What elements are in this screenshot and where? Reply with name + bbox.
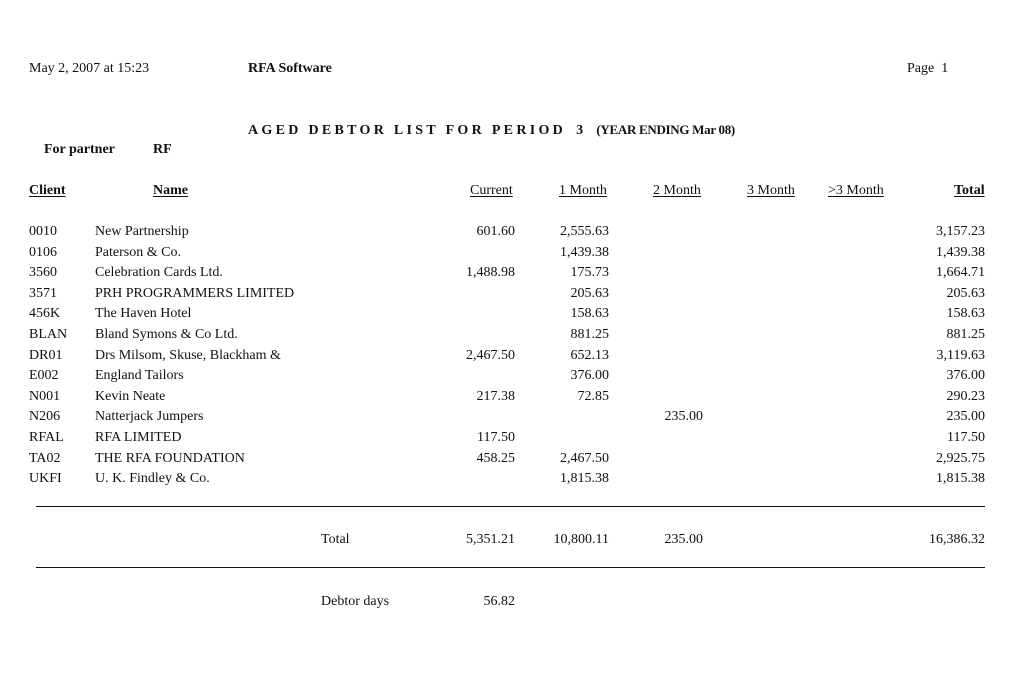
report-title: AGED DEBTOR LIST FOR PERIOD bbox=[248, 123, 567, 138]
cell-total: 235.00 bbox=[946, 409, 985, 425]
cell-total: 1,815.38 bbox=[936, 471, 985, 487]
report-datetime: May 2, 2007 at 15:23 bbox=[29, 61, 150, 76]
cell-client: 3571 bbox=[29, 285, 57, 301]
totals-label: Total bbox=[321, 532, 350, 547]
report-year-ending: (YEAR ENDING Mar 08) bbox=[596, 122, 735, 137]
cell-total: 290.23 bbox=[946, 388, 985, 404]
cell-total: 205.63 bbox=[946, 285, 985, 301]
report-title-line bbox=[248, 121, 735, 139]
cell-client: TA02 bbox=[29, 450, 61, 466]
col-header-1-month: 1 Month bbox=[559, 183, 607, 198]
cell-name: New Partnership bbox=[95, 224, 189, 239]
cell-current: 458.25 bbox=[476, 450, 515, 466]
cell-client: BLAN bbox=[29, 327, 68, 342]
cell-client: N206 bbox=[29, 409, 61, 425]
cell-total: 3,157.23 bbox=[936, 224, 985, 239]
cell-1-month: 158.63 bbox=[570, 306, 609, 322]
cell-1-month: 881.25 bbox=[570, 327, 609, 342]
cell-client: 0106 bbox=[29, 244, 57, 260]
cell-1-month: 205.63 bbox=[570, 285, 609, 301]
cell-client: E002 bbox=[29, 368, 59, 384]
cell-1-month: 376.00 bbox=[570, 368, 609, 384]
totals-1-month: 10,800.11 bbox=[553, 532, 609, 547]
cell-1-month: 175.73 bbox=[570, 265, 609, 281]
debtor-days-value: 56.82 bbox=[483, 594, 515, 609]
cell-name: U. K. Findley & Co. bbox=[95, 471, 210, 487]
cell-name: Kevin Neate bbox=[95, 388, 166, 404]
cell-client: UKFI bbox=[29, 471, 62, 487]
cell-name: Celebration Cards Ltd. bbox=[95, 265, 223, 281]
col-header-total: Total bbox=[954, 183, 985, 198]
cell-name: Paterson & Co. bbox=[95, 244, 181, 260]
totals-current: 5,351.21 bbox=[466, 532, 515, 547]
cell-total: 2,925.75 bbox=[936, 450, 985, 466]
page-label: Page bbox=[907, 61, 935, 76]
col-header-2-month: 2 Month bbox=[653, 183, 701, 198]
cell-1-month: 1,439.38 bbox=[560, 244, 609, 260]
cell-total: 117.50 bbox=[947, 430, 985, 445]
cell-1-month: 2,555.63 bbox=[560, 224, 609, 239]
cell-name: Natterjack Jumpers bbox=[95, 409, 204, 425]
totals-top-rule bbox=[36, 506, 985, 507]
cell-1-month: 652.13 bbox=[570, 347, 609, 363]
cell-name: England Tailors bbox=[95, 368, 184, 384]
cell-current: 217.38 bbox=[476, 388, 515, 404]
cell-name: PRH PROGRAMMERS LIMITED bbox=[95, 285, 295, 301]
cell-total: 376.00 bbox=[946, 368, 985, 384]
col-header-name: Name bbox=[153, 183, 188, 198]
cell-current: 601.60 bbox=[476, 224, 515, 239]
cell-client: DR01 bbox=[29, 347, 63, 363]
col-header-client: Client bbox=[29, 183, 66, 198]
cell-name: Bland Symons & Co Ltd. bbox=[95, 327, 238, 342]
report-period: 3 bbox=[576, 123, 587, 138]
partner-label: For partner bbox=[44, 142, 115, 157]
cell-1-month: 72.85 bbox=[577, 388, 609, 404]
col-header-over-3-month: >3 Month bbox=[828, 183, 884, 198]
cell-name: THE RFA FOUNDATION bbox=[95, 450, 245, 466]
cell-client: 0010 bbox=[29, 224, 57, 239]
cell-1-month: 2,467.50 bbox=[560, 450, 609, 466]
cell-total: 158.63 bbox=[946, 306, 985, 322]
cell-name: RFA LIMITED bbox=[95, 430, 182, 445]
cell-client: RFAL bbox=[29, 430, 64, 445]
cell-client: N001 bbox=[29, 388, 61, 404]
col-header-3-month: 3 Month bbox=[747, 183, 795, 198]
partner-value: RF bbox=[153, 142, 172, 157]
page-indicator bbox=[907, 61, 948, 77]
cell-client: 456K bbox=[29, 306, 61, 322]
cell-name: The Haven Hotel bbox=[95, 306, 192, 322]
cell-name: Drs Milsom, Skuse, Blackham & bbox=[95, 347, 281, 363]
company-name: RFA Software bbox=[248, 61, 332, 76]
cell-total: 1,664.71 bbox=[936, 265, 985, 281]
totals-2-month: 235.00 bbox=[664, 532, 703, 547]
cell-total: 1,439.38 bbox=[936, 244, 985, 260]
page-number: 1 bbox=[941, 61, 949, 76]
totals-total: 16,386.32 bbox=[929, 532, 985, 547]
col-header-current: Current bbox=[470, 183, 513, 198]
cell-current: 117.50 bbox=[477, 430, 515, 445]
cell-1-month: 1,815.38 bbox=[560, 471, 609, 487]
cell-client: 3560 bbox=[29, 265, 57, 281]
cell-current: 1,488.98 bbox=[466, 265, 515, 281]
cell-total: 881.25 bbox=[946, 327, 985, 342]
cell-total: 3,119.63 bbox=[936, 347, 985, 363]
totals-bottom-rule bbox=[36, 567, 985, 568]
debtor-days-label: Debtor days bbox=[321, 594, 390, 609]
cell-2-month: 235.00 bbox=[664, 409, 703, 425]
cell-current: 2,467.50 bbox=[466, 347, 515, 363]
